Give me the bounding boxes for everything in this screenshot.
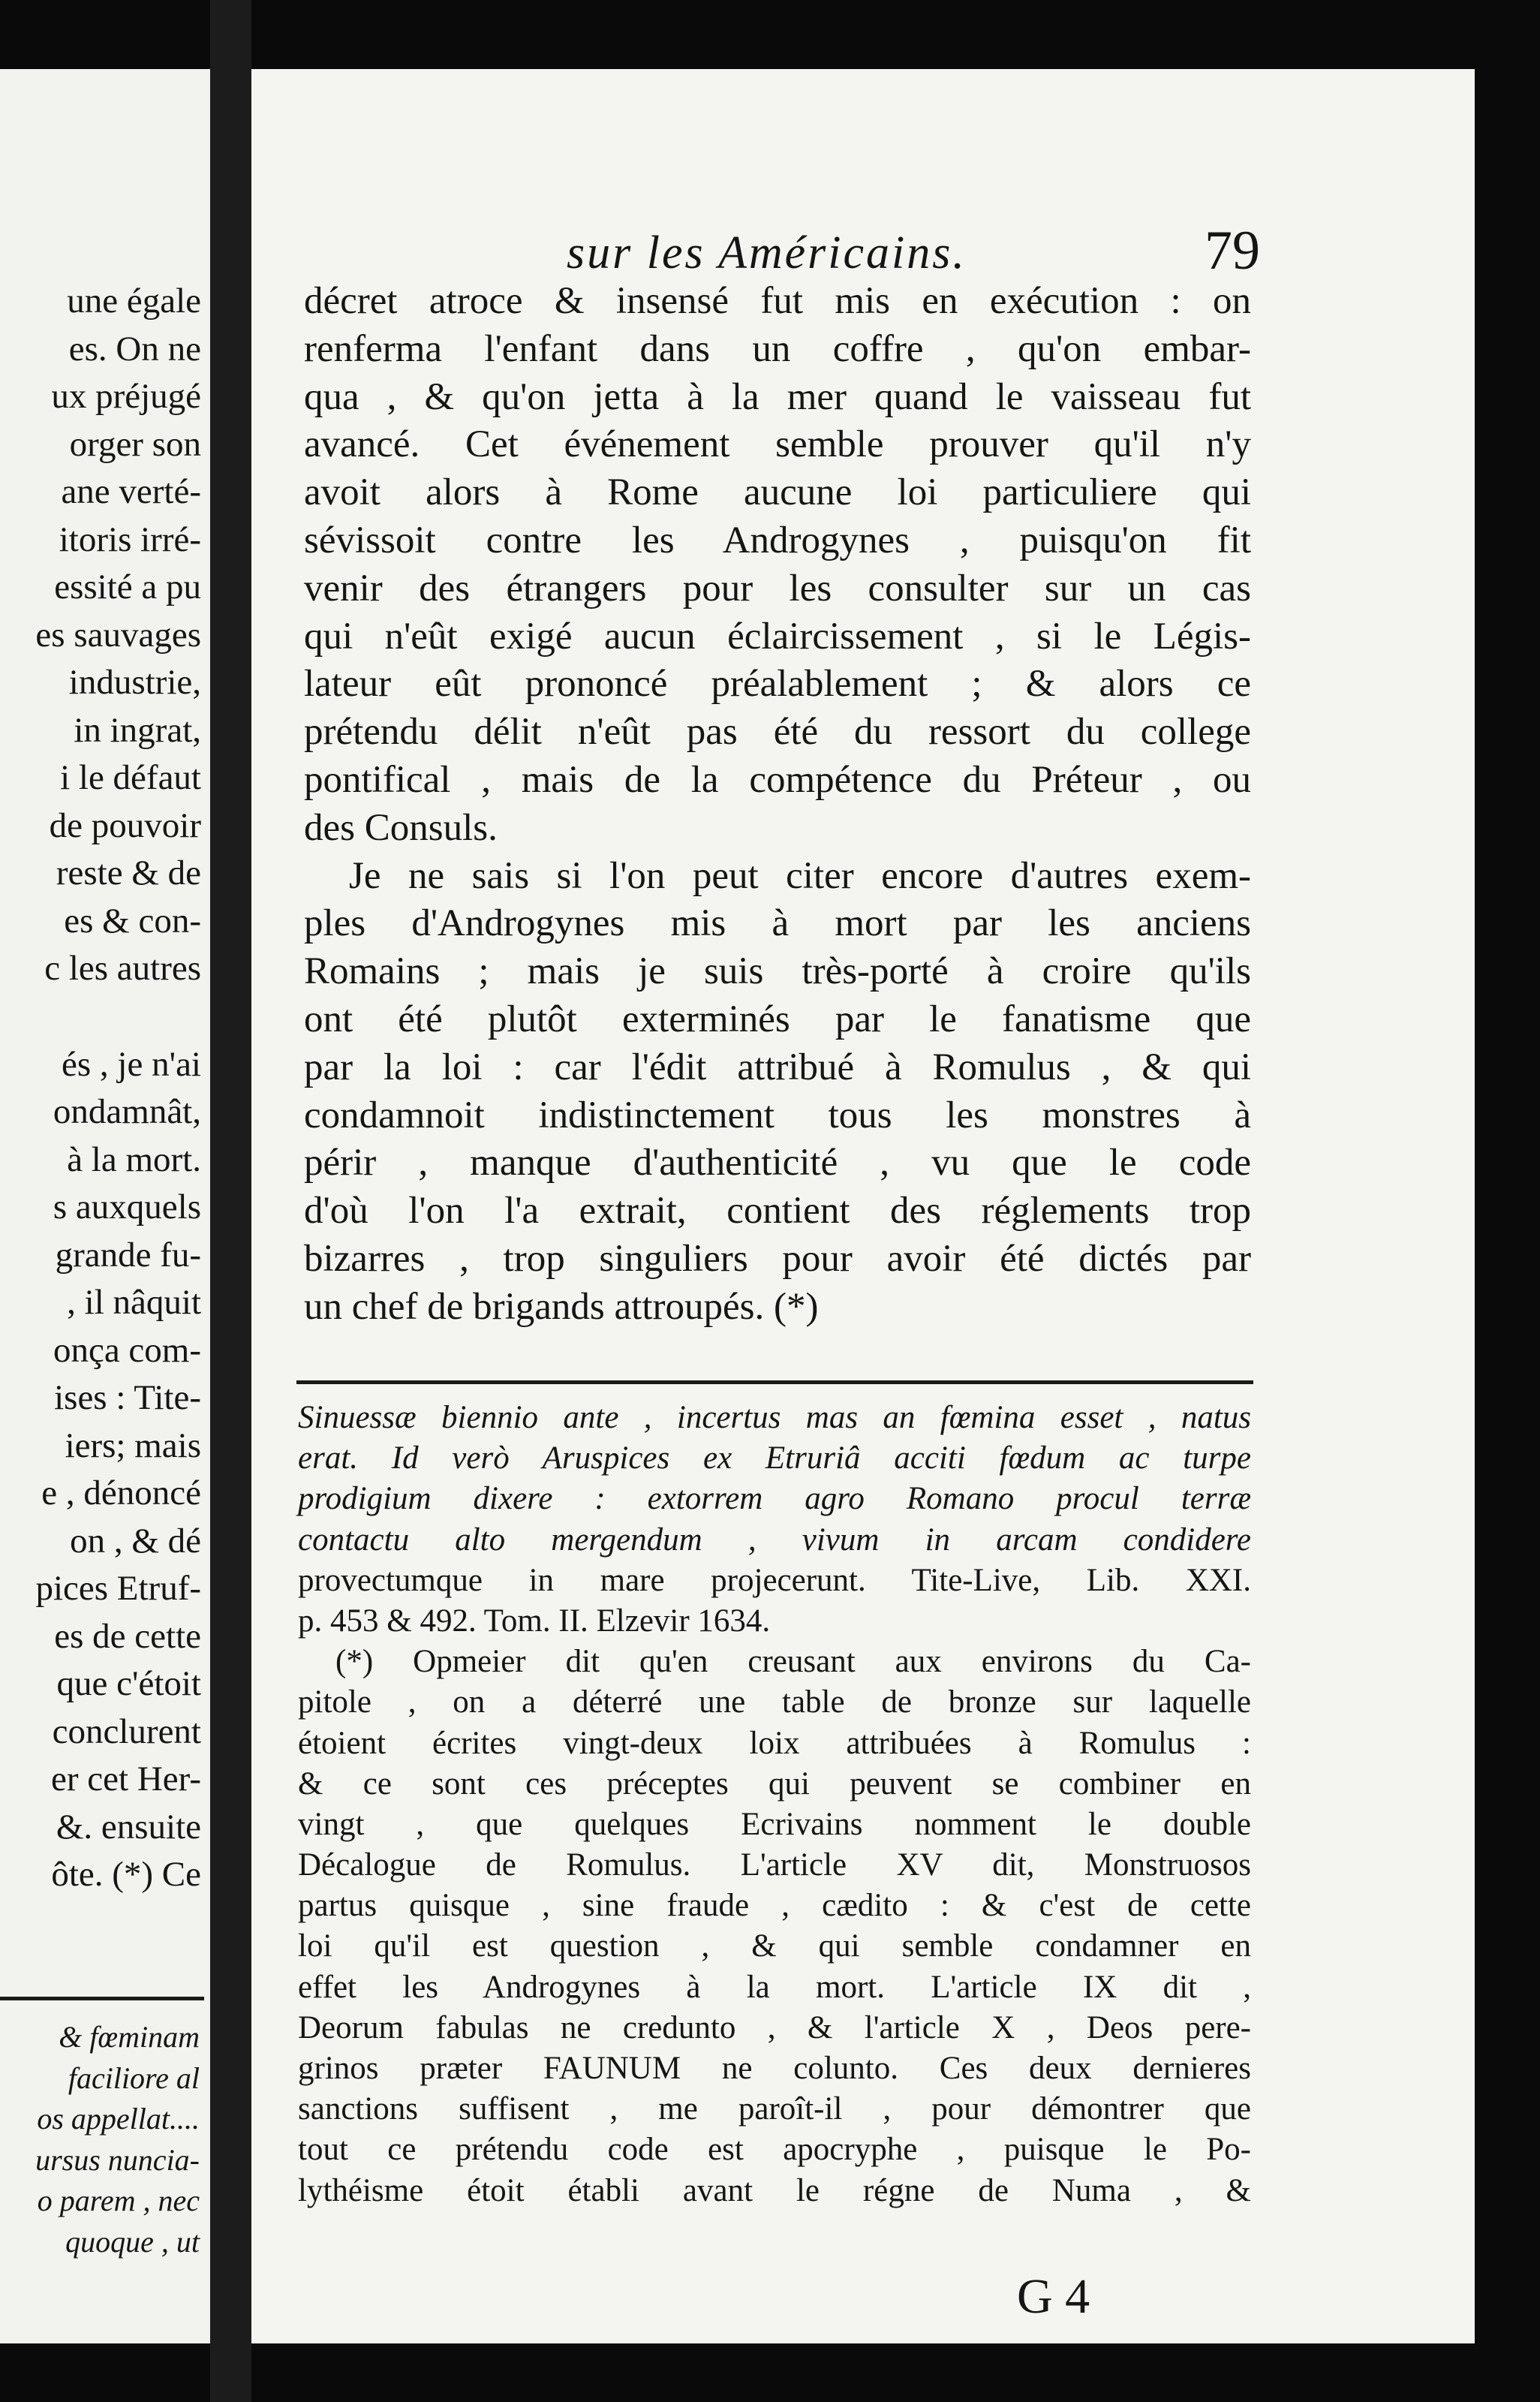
- body-line: par la loi : car l'édit attribué à Romulus , & qui: [304, 1046, 1251, 1088]
- facing-page-line: ondamnât,: [53, 1092, 201, 1131]
- footnote-line: contactu alto mergendum , vivum in arcam condidere: [298, 1522, 1251, 1558]
- facing-page-text: [0, 278, 201, 1899]
- facing-page-note-line: faciliore al: [68, 2060, 200, 2095]
- facing-page-footnote-rule: [0, 1997, 204, 2000]
- footnote-line: (*) Opmeier dit qu'en creusant aux environs du Ca-: [335, 1644, 1251, 1680]
- facing-page-line: grande fu-: [55, 1235, 201, 1275]
- facing-page-line: ôte. (*) Ce: [51, 1855, 201, 1894]
- footnote-line: erat. Id verò Aruspices ex Etruriâ acciti fœdum ac turpe: [298, 1440, 1251, 1476]
- body-line: lateur eût prononcé préalablement ; & alors ce: [304, 663, 1251, 706]
- facing-page-line: industrie,: [68, 663, 201, 702]
- facing-page-line: essité a pu: [54, 567, 201, 607]
- facing-page-line: és , je n'ai: [62, 1044, 201, 1084]
- footnote-line: lythéisme étoit établi avant le régne de Numa , &: [298, 2172, 1251, 2208]
- body-line: prétendu délit n'eût pas été du ressort du college: [304, 711, 1251, 754]
- facing-page-line: conclurent: [52, 1711, 201, 1751]
- footnote-line: effet les Androgynes à la mort. L'article IX dit ,: [298, 1969, 1251, 2005]
- signature-mark: G 4: [1017, 2269, 1090, 2324]
- footnote-line: tout ce prétendu code est apocryphe , puisque le Po-: [298, 2132, 1251, 2168]
- footnote-line: & ce sont ces préceptes qui peuvent se combiner en: [298, 1765, 1251, 1802]
- running-head: sur les Américains.: [567, 227, 967, 278]
- footnote-line: Deorum fabulas ne credunto , & l'article X , Deos pere-: [298, 2009, 1251, 2045]
- facing-page-line: es de cette: [54, 1616, 201, 1656]
- book-gutter: [210, 0, 251, 2402]
- footnote-line: prodigium dixere : extorrem agro Romano procul terræ: [298, 1481, 1251, 1517]
- facing-page-line: que c'étoit: [56, 1664, 201, 1703]
- footnote-line: partus quisque , sine fraude , cædito : & c'est de cette: [298, 1888, 1251, 1924]
- facing-page-line: s auxquels: [53, 1187, 201, 1227]
- facing-page-line: de pouvoir: [49, 805, 201, 845]
- body-line: ples d'Androgynes mis à mort par les anciens: [304, 902, 1251, 945]
- footnote-line: provectumque in mare projecerunt. Tite-Live, Lib. XXI.: [298, 1562, 1251, 1598]
- body-text: [304, 278, 1251, 1332]
- body-line: venir des étrangers pour les consulter sur un cas: [304, 567, 1251, 610]
- body-line: d'où l'on l'a extrait, contient des réglements trop: [304, 1190, 1251, 1233]
- facing-page-line: &. ensuite: [56, 1807, 201, 1847]
- facing-page-line: pices Etruf-: [35, 1569, 201, 1608]
- facing-page-note-line: quoque , ut: [65, 2224, 200, 2259]
- book-page: [251, 69, 1475, 2343]
- body-line: un chef de brigands attroupés. (*): [304, 1285, 819, 1328]
- facing-page-line: es. On ne: [68, 329, 201, 369]
- body-line: Je ne sais si l'on peut citer encore d'autres exem-: [349, 854, 1251, 897]
- facing-page-line: c les autres: [44, 949, 201, 988]
- footnote-line: Sinuessæ biennio ante , incertus mas an fœmina esset , natus: [298, 1400, 1251, 1435]
- footnote-line: vingt , que quelques Ecrivains nomment le double: [298, 1806, 1251, 1842]
- facing-page-line: [0, 993, 201, 1041]
- body-line: avancé. Cet événement semble prouver qu'il n'y: [304, 423, 1251, 466]
- footnote-line: p. 453 & 492. Tom. II. Elzevir 1634.: [298, 1603, 771, 1639]
- facing-page-notes: [0, 2017, 200, 2262]
- facing-page-line: ux préjugé: [51, 377, 201, 416]
- body-line: pontifical , mais de la compétence du Préteur , ou: [304, 758, 1251, 801]
- footnote-line: pitole , on a déterré une table de bronze sur laquelle: [298, 1684, 1251, 1720]
- body-line: renferma l'enfant dans un coffre , qu'on embar-: [304, 327, 1251, 370]
- page-number: 79: [1205, 220, 1260, 281]
- facing-page-line: , il nâquit: [67, 1283, 201, 1322]
- body-line: décret atroce & insensé fut mis en exécution : on: [304, 280, 1251, 322]
- facing-page-line: itoris irré-: [59, 519, 201, 559]
- facing-page-line: er cet Her-: [51, 1759, 201, 1798]
- facing-page-fragment: [0, 69, 210, 2343]
- facing-page-line: es & con-: [64, 901, 201, 941]
- body-line: qua , & qu'on jetta à la mer quand le vaisseau fut: [304, 375, 1251, 418]
- body-line: Romains ; mais je suis très-porté à croire qu'ils: [304, 950, 1251, 993]
- body-line: des Consuls.: [304, 806, 498, 849]
- footnote-line: Décalogue de Romulus. L'article XV dit, Monstruosos: [298, 1847, 1251, 1883]
- facing-page-line: à la mort.: [67, 1139, 201, 1179]
- footnote-line: étoient écrites vingt-deux loix attribuées à Romulus :: [298, 1725, 1251, 1761]
- facing-page-line: une égale: [67, 281, 201, 321]
- facing-page-note-line: ursus nuncia-: [35, 2142, 200, 2177]
- facing-page-line: in ingrat,: [74, 710, 201, 750]
- facing-page-line: i le défaut: [60, 758, 201, 797]
- body-line: avoit alors à Rome aucune loi particuliere qui: [304, 471, 1251, 514]
- footnote-rule: [296, 1380, 1253, 1384]
- facing-page-note-line: os appellat....: [37, 2102, 200, 2136]
- facing-page-line: on , & dé: [70, 1521, 201, 1561]
- facing-page-line: orger son: [69, 424, 201, 464]
- facing-page-line: iers; mais: [65, 1425, 201, 1465]
- facing-page-line: e , dénoncé: [41, 1473, 201, 1513]
- facing-page-line: es sauvages: [35, 615, 201, 655]
- body-line: ont été plutôt exterminés par le fanatisme que: [304, 998, 1251, 1040]
- body-line: qui n'eût exigé aucun éclaircissement , si le Légis-: [304, 615, 1251, 658]
- facing-page-line: reste & de: [56, 853, 201, 892]
- footnote-line: grinos præter FAUNUM ne colunto. Ces deux dernieres: [298, 2051, 1251, 2086]
- facing-page-note-line: o parem , nec: [37, 2184, 200, 2217]
- facing-page-line: onça com-: [53, 1330, 201, 1370]
- facing-page-line: ises : Tite-: [54, 1378, 201, 1417]
- footnote-line: loi qu'il est question , & qui semble condamner en: [298, 1928, 1251, 1964]
- body-line: périr , manque d'authenticité , vu que le code: [304, 1142, 1251, 1184]
- body-line: bizarres , trop singuliers pour avoir été dictés par: [304, 1237, 1251, 1280]
- footnotes: [298, 1398, 1251, 2211]
- body-line: sévissoit contre les Androgynes , puisqu'on fit: [304, 519, 1251, 561]
- footnote-line: sanctions suffisent , me paroît-il , pour démontrer que: [298, 2091, 1251, 2127]
- facing-page-note-line: & fœminam: [59, 2020, 200, 2054]
- facing-page-line: ane verté-: [61, 472, 201, 511]
- body-line: condamnoit indistinctement tous les monstres à: [304, 1094, 1251, 1136]
